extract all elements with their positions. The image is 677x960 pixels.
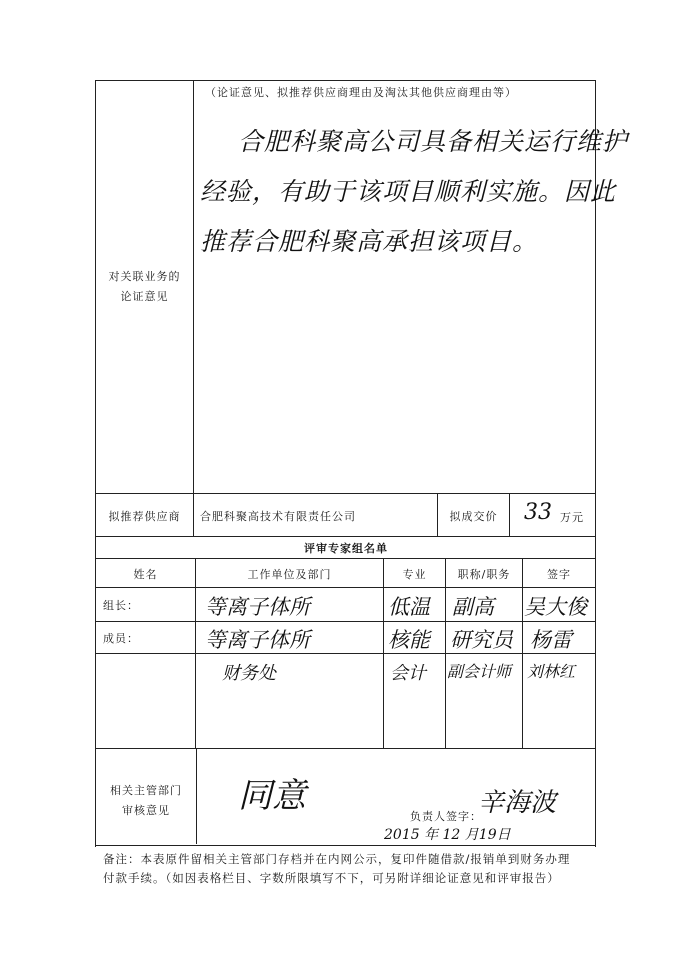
supplier-row-top <box>95 493 596 494</box>
expert-title-2: 研究员 <box>450 628 513 652</box>
label-column-divider <box>193 80 194 536</box>
expert-row-line-1 <box>95 587 596 588</box>
expert-unit-3: 财务处 <box>222 663 276 684</box>
expert-sign-3: 刘林红 <box>527 662 576 681</box>
expert-row-line-2 <box>95 621 596 622</box>
expert-title-1: 副高 <box>452 595 494 619</box>
col-header-unit: 工作单位及部门 <box>247 568 332 581</box>
dept-label-line-1: 相关主管部门 <box>110 784 182 797</box>
supplier-label: 拟推荐供应商 <box>108 510 181 523</box>
expert-major-2: 核能 <box>388 628 430 652</box>
col-header-sign: 签字 <box>547 568 571 581</box>
table-border-left <box>95 80 96 847</box>
opinion-handwritten-line-2: 经验，有助于该项目顺利实施。因此 <box>200 177 617 206</box>
expert-major-3: 会计 <box>390 663 426 684</box>
dept-label-divider <box>196 748 197 844</box>
dept-label-line-2: 审核意见 <box>122 804 170 817</box>
dept-opinion-handwritten: 同意 <box>238 776 306 816</box>
experts-title: 评审专家组名单 <box>304 542 388 555</box>
signer-label: 负责人签字： <box>410 810 482 823</box>
col-header-title: 职称/职务 <box>457 568 511 581</box>
expert-title-3: 副会计师 <box>447 662 512 681</box>
supplier-name: 合肥科聚高技术有限责任公司 <box>200 510 356 523</box>
note-row-top <box>95 845 596 846</box>
expert-table-bottom <box>95 748 596 749</box>
expert-unit-2: 等离子体所 <box>205 628 310 652</box>
col-header-name: 姓名 <box>133 568 158 581</box>
price-label: 拟成交价 <box>449 510 498 523</box>
table-border-top <box>95 80 596 81</box>
note-line-2: 付款手续。（如因表格栏目、字数所限填写不下，可另附详细论证意见和评审报告） <box>103 871 560 885</box>
opinion-handwritten-line-3: 推荐合肥科聚高承担该项目。 <box>200 227 539 256</box>
opinion-hint: （论证意见、拟推荐供应商理由及淘汰其他供应商理由等） <box>205 86 517 99</box>
price-unit: 万元 <box>560 511 584 524</box>
note-line-1: 备注：本表原件留相关主管部门存档并在内网公示，复印件随借款/报销单到财务办理 <box>103 852 571 866</box>
col-header-major: 专业 <box>402 568 427 581</box>
price-label-divider-right <box>509 493 510 536</box>
opinion-label-line-1: 对关联业务的 <box>108 270 181 283</box>
expert-sign-1: 吴大俊 <box>524 595 587 619</box>
experts-title-top <box>95 536 596 537</box>
sign-date: 2015 年 12 月19日 <box>384 827 511 843</box>
expert-role-leader: 组长： <box>103 599 139 612</box>
expert-sign-2: 杨雷 <box>530 628 572 652</box>
experts-header-top <box>95 558 596 559</box>
opinion-handwritten-line-1: 合肥科聚高公司具备相关运行维护 <box>238 127 629 156</box>
price-value: 33 <box>524 500 552 525</box>
signer-signature: 辛海波 <box>478 788 557 818</box>
expert-unit-1: 等离子体所 <box>205 595 310 619</box>
expert-major-1: 低温 <box>388 595 430 619</box>
opinion-label-line-2: 论证意见 <box>120 290 169 303</box>
expert-row-line-3 <box>95 653 596 654</box>
expert-role-member: 成员： <box>103 632 139 645</box>
